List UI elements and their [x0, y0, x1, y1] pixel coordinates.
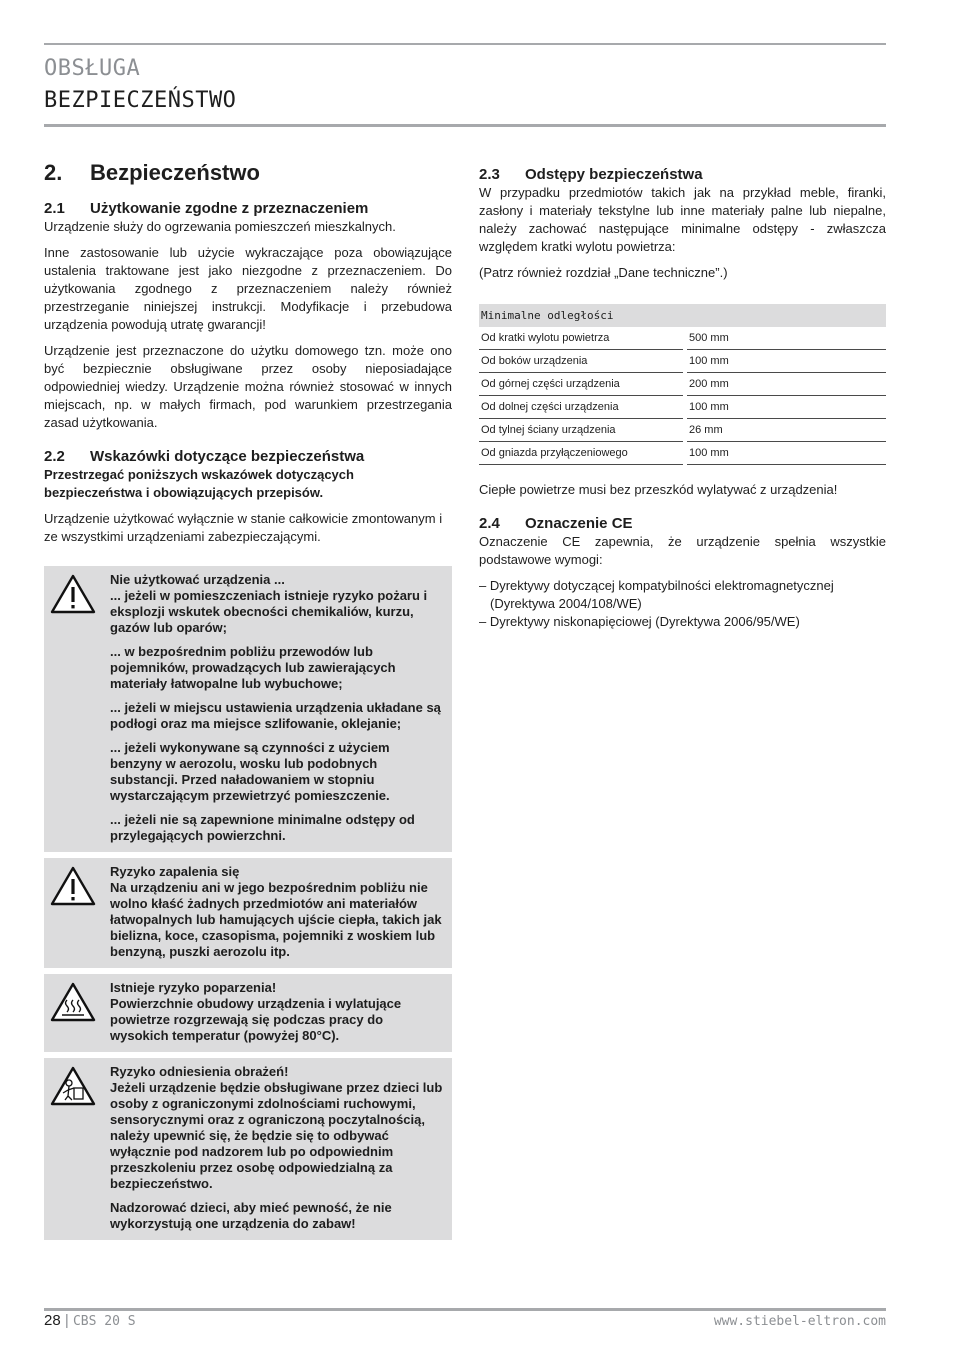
header-title: BEZPIECZEŃSTWO [44, 88, 237, 113]
subsection-number: 2.4 [479, 515, 500, 532]
header-rule [44, 124, 886, 127]
section-heading [44, 160, 452, 186]
distance-value: 100 mm [687, 396, 886, 419]
paragraph: Urządzenie użytkować wyłącznie w stanie całkowicie zmontowanym i ze wszystkimi urządzeniami zabezpieczającymi. [44, 511, 443, 544]
paragraph-bold: Przestrzegać poniższych wskazówek dotyczących bezpieczeństwa i obowiązujących przepisów. [44, 467, 354, 500]
warning-box [44, 974, 452, 1052]
distance-label: Od kratki wylotu powietrza [479, 327, 683, 350]
warning-triangle-icon [50, 866, 96, 906]
distance-value: 100 mm [687, 442, 886, 465]
warning-text: ... jeżeli w miejscu ustawienia urządzenia układane są podłogi oraz ma miejsce szlifowanie, oklejanie; [110, 700, 441, 731]
distance-value: 200 mm [687, 373, 886, 396]
header-category: OBSŁUGA [44, 56, 141, 81]
warning-text: ... jeżeli nie są zapewnione minimalne odstępy od przylegających powierzchni. [110, 812, 415, 843]
distance-value: 500 mm [687, 327, 886, 350]
paragraph: Oznaczenie CE zapewnia, że urządzenie spełnia wszystkie podstawowe wymogi: [479, 534, 886, 567]
footer-rule [44, 1308, 886, 1311]
subsection-title: Odstępy bezpieczeństwa [525, 166, 703, 183]
footer-separator: | [64, 1312, 69, 1329]
footer-url: www.stiebel-eltron.com [713, 1314, 886, 1329]
warning-text: ... w bezpośrednim pobliżu przewodów lub pojemników, prowadzących lub zawierających materiały łatwopalne lub wybuchowe; [110, 644, 396, 691]
distance-value: 100 mm [687, 350, 886, 373]
paragraph: Inne zastosowanie lub użycie wykraczające poza obowiązujące ustalenia traktowane jest jako niezgodne z przeznaczeniem. Do użytkowania zgodnego z przeznaczeniem należy również przestrzeganie niniejszej instrukcji. Modyfikacje i przebudowa urządzenia powodują utratę gwarancji! [44, 245, 452, 332]
distance-table [479, 304, 886, 465]
table-row [479, 350, 886, 373]
section-title: Bezpieczeństwo [90, 160, 260, 185]
subsection-title: Oznaczenie CE [525, 515, 633, 532]
warning-box [44, 1058, 452, 1240]
page-number: 28 [44, 1312, 61, 1329]
warning-text: Ryzyko odniesienia obrażeń! Jeżeli urządzenie będzie obsługiwane przez dzieci lub osoby z ograniczonymi zdolnościami ruchowymi, sensorycznymi oraz z ograniczoną poczytalnością, należy upewnić się, że będzie się to odbywać wyłącznie pod nadzorem lub po odpowiednim przeszkoleniu przez osobę odpowiedzialną za bezpieczeństwo. [110, 1064, 443, 1191]
model-name: CBS 20 S [72, 1314, 136, 1329]
paragraph: Urządzenie jest przeznaczone do użytku domowego tzn. może ono być bezpiecznie obsługiwane przez osoby nieposiadające odpowiedniej wiedzy. Urządzenie można również stosować w innych miejscach, np. w małych firmach, pod warunkiem przestrzegania zasad użytkowania. [44, 343, 452, 430]
warning-box [44, 858, 452, 968]
list-item: – Dyrektywy dotyczącej kompatybilności elektromagnetycznej (Dyrektywa 2004/108/WE) [479, 577, 886, 613]
section-number: 2. [44, 160, 63, 185]
hot-surface-icon [50, 982, 96, 1022]
subsection-heading-2-2 [44, 448, 452, 466]
warning-text: Ryzyko zapalenia się Na urządzeniu ani w jego bezpośrednim pobliżu nie wolno kłaść żadnych przedmiotów ani materiałów łatwopalnych lub hamujących ujście ciepła, takich jak bielizna, koce, czasopisma, pojemniki z woskiem lub benzyną, puszki aerozolu itp. [110, 864, 442, 959]
warning-text: Nadzorować dzieci, aby mieć pewność, że nie wykorzystują one urządzenia do zabaw! [110, 1200, 392, 1231]
paragraph: Urządzenie służy do ogrzewania pomieszczeń mieszkalnych. [44, 219, 396, 234]
subsection-number: 2.1 [44, 200, 65, 217]
subsection-number: 2.2 [44, 448, 65, 465]
warning-box [44, 566, 452, 852]
distance-label: Od górnej części urządzenia [479, 373, 683, 396]
warning-text: Istnieje ryzyko poparzenia! Powierzchnie obudowy urządzenia i wylatujące powietrze rozgrzewają się podczas pracy do wysokich temperatur (powyżej 80°C). [110, 980, 402, 1043]
table-row [479, 419, 886, 442]
warning-triangle-icon [50, 574, 96, 614]
distance-value: 26 mm [687, 419, 886, 442]
ce-directive-list [479, 577, 886, 631]
distance-label: Od tylnej ściany urządzenia [479, 419, 683, 442]
subsection-number: 2.3 [479, 166, 500, 183]
subsection-heading-2-3 [479, 166, 886, 184]
paragraph: (Patrz również rozdział „Dane techniczne”.) [479, 265, 728, 280]
distance-label: Od dolnej części urządzenia [479, 396, 683, 419]
right-column [479, 166, 886, 631]
top-rule [44, 43, 886, 45]
table-row [479, 327, 886, 350]
subsection-heading-2-4 [479, 515, 886, 533]
subsection-title: Użytkowanie zgodne z przeznaczeniem [90, 200, 369, 217]
subsection-heading-2-1 [44, 200, 452, 218]
subsection-title: Wskazówki dotyczące bezpieczeństwa [90, 448, 365, 465]
table-row [479, 396, 886, 419]
paragraph: W przypadku przedmiotów takich jak na przykład meble, firanki, zasłony i materiały tekstylne lub inne materiały palne lub niepalne, należy zachować następujące minimalne odstępy - zwłaszcza względem kratki wylotu powietrza: [479, 185, 886, 254]
list-item: – Dyrektywy niskonapięciowej (Dyrektywa 2006/95/WE) [479, 613, 886, 631]
table-row [479, 373, 886, 396]
left-column [44, 160, 452, 1246]
warning-text: Nie użytkować urządzenia ... ... jeżeli w pomieszczeniach istnieje ryzyko pożaru i eksplozji wskutek obecności chemikaliów, kurzu, gazów lub oparów; [110, 572, 428, 635]
child-injury-icon [50, 1066, 96, 1106]
paragraph: Ciepłe powietrze musi bez przeszkód wylatywać z urządzenia! [479, 482, 838, 497]
footer-page-info [44, 1312, 136, 1329]
table-header: Minimalne odległości [479, 304, 886, 327]
table-row [479, 442, 886, 465]
distance-label: Od gniazda przyłączeniowego [479, 442, 683, 465]
warning-text: ... jeżeli wykonywane są czynności z użyciem benzyny w aerozolu, wosku lub podobnych substancji. Przed naładowaniem w stopniu wystarczającym przewietrzyć pomieszczenie. [110, 740, 390, 803]
warning-list [44, 566, 452, 1240]
distance-label: Od boków urządzenia [479, 350, 683, 373]
